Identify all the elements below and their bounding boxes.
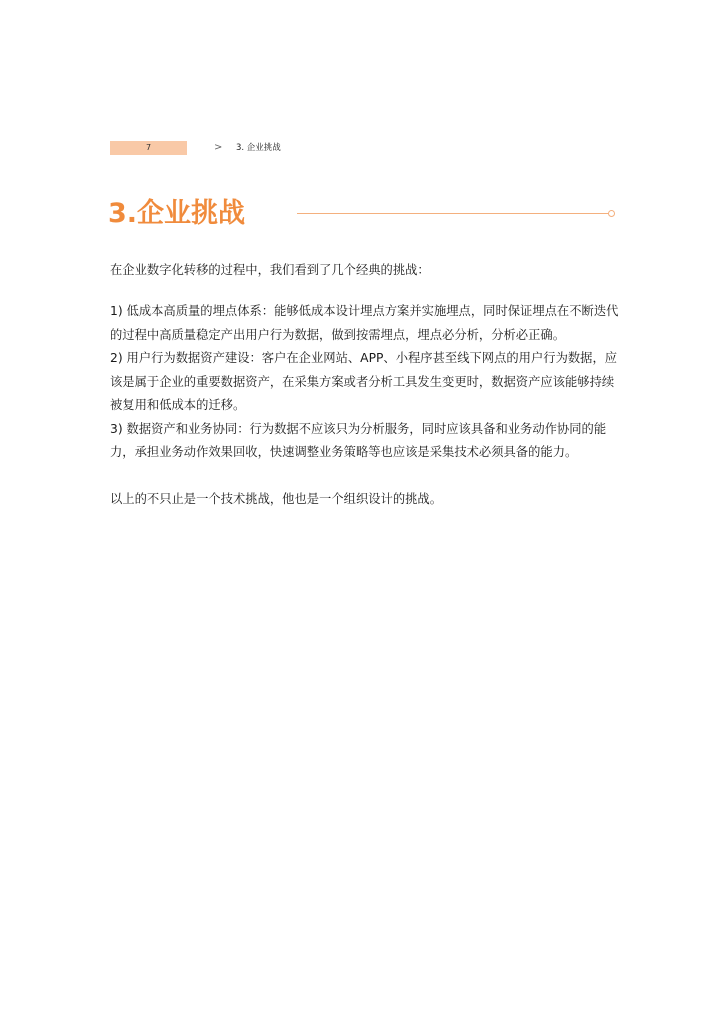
challenge-item-1: 1) 低成本高质量的埋点体系：能够低成本设计埋点方案并实施埋点，同时保证埋点在不断迭代的过程中高质量稳定产出用户行为数据，做到按需埋点，埋点必分析，分析必正确。: [110, 304, 619, 342]
title-divider-end-dot: [608, 210, 615, 217]
title-divider: [297, 213, 609, 214]
intro-text: 在企业数字化转移的过程中，我们看到了几个经典的挑战：: [110, 263, 430, 277]
section-title: 3.企业挑战: [108, 198, 246, 229]
challenge-item-2: 2) 用户行为数据资产建设：客户在企业网站、APP、小程序甚至线下网点的用户行为数据，应该是属于企业的重要数据资产，在采集方案或者分析工具发生变更时，数据资产应该能够持续被复用和低成本的迁移。: [110, 351, 618, 412]
page-number: 7: [145, 143, 152, 152]
conclusion-paragraph: [110, 488, 620, 512]
breadcrumb: 3. 企业挑战: [236, 143, 281, 153]
chevron-right-icon: >: [214, 142, 223, 153]
challenge-item-3: 3) 数据资产和业务协同：行为数据不应该只为分析服务，同时应该具备和业务动作协同的能力，承担业务动作效果回收，快速调整业务策略等也应该是采集技术必须具备的能力。: [110, 421, 607, 459]
challenge-list: [110, 300, 620, 465]
intro-paragraph: [110, 259, 620, 283]
conclusion-text: 以上的不只止是一个技术挑战，他也是一个组织设计的挑战。: [110, 492, 443, 506]
running-header: [110, 141, 410, 155]
